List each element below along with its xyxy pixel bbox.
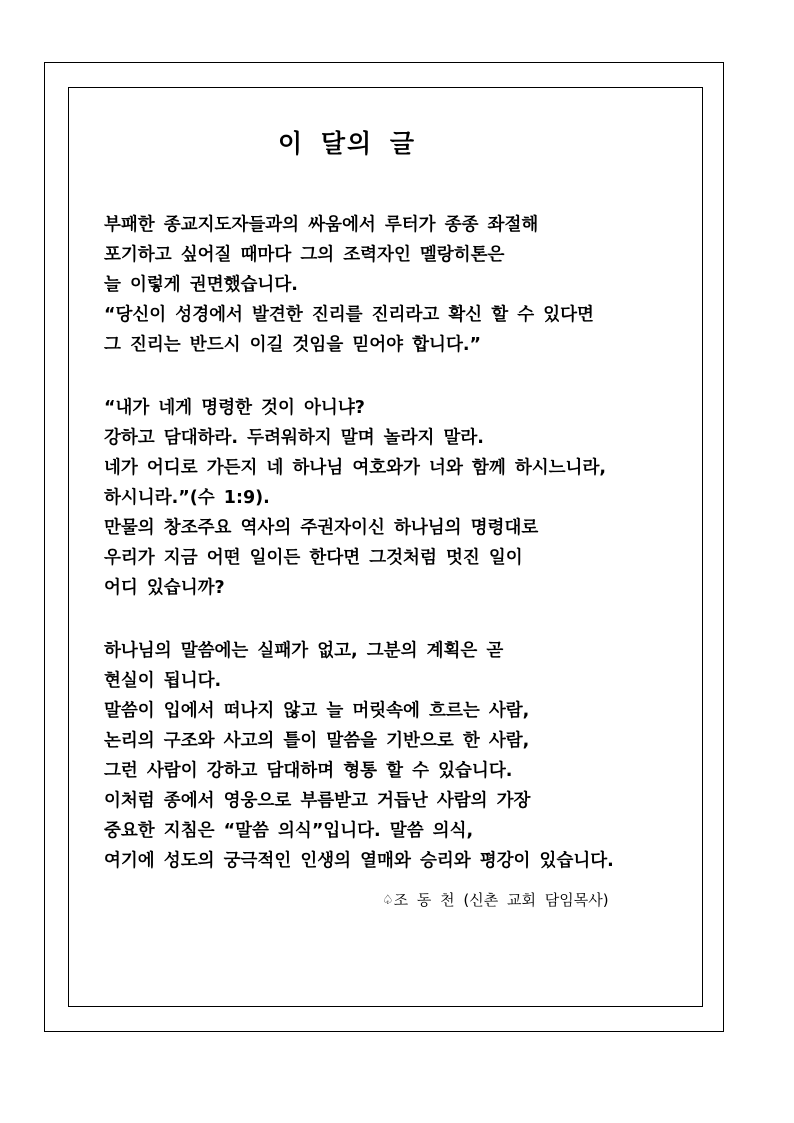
paragraph-1 <box>104 210 704 360</box>
text-line: 늘 이렇게 권면했습니다. <box>104 275 298 295</box>
text-line: 이처럼 종에서 영웅으로 부름받고 거듭난 사람의 가장 <box>104 791 531 811</box>
text-line: “당신이 성경에서 발견한 진리를 진리라고 확신 할 수 있다면 <box>104 305 594 325</box>
article-body <box>104 210 704 876</box>
text-line: “내가 네게 명령한 것이 아니냐? <box>104 398 365 418</box>
text-line: 중요한 지침은 “말씀 의식”입니다. 말씀 의식, <box>104 821 474 841</box>
text-line: 만물의 창조주요 역사의 주권자이신 하나님의 명령대로 <box>104 518 539 538</box>
text-line: 그런 사람이 강하고 담대하며 형통 할 수 있습니다. <box>104 761 513 781</box>
paragraph-spacer <box>104 603 704 636</box>
text-line: 그 진리는 반드시 이길 것임을 믿어야 합니다.” <box>104 335 481 355</box>
author-name: 조 동 천 (신촌 교회 담임목사) <box>393 891 609 909</box>
text-line: 강하고 담대하라. 두려워하지 말며 놀라지 말라. <box>104 428 484 448</box>
paragraph-3 <box>104 636 704 876</box>
author-signature <box>382 888 609 913</box>
text-line: 부패한 종교지도자들과의 싸움에서 루터가 종종 좌절해 <box>104 215 539 235</box>
text-line: 말씀이 입에서 떠나지 않고 늘 머릿속에 흐르는 사람, <box>104 701 530 721</box>
text-line: 여기에 성도의 궁극적인 인생의 열매와 승리와 평강이 있습니다. <box>104 851 614 871</box>
text-line: 하나님의 말씀에는 실패가 없고, 그분의 계획은 곧 <box>104 641 504 661</box>
spade-icon: ♤ <box>382 893 394 908</box>
text-line: 논리의 구조와 사고의 틀이 말씀을 기반으로 한 사람, <box>104 731 530 751</box>
text-line: 현실이 됩니다. <box>104 671 222 691</box>
paragraph-spacer <box>104 360 704 393</box>
page-title: 이 달의 글 <box>277 129 416 158</box>
text-line: 포기하고 싶어질 때마다 그의 조력자인 멜랑히톤은 <box>104 245 505 265</box>
paragraph-2 <box>104 393 704 603</box>
text-line: 어디 있습니까? <box>104 578 225 598</box>
text-line: 네가 어디로 가든지 네 하나님 여호와가 너와 함께 하시느니라, <box>104 458 607 478</box>
text-line: 우리가 지금 어떤 일이든 한다면 그것처럼 멋진 일이 <box>104 548 523 568</box>
text-line: 하시니라.”(수 1:9). <box>104 488 270 508</box>
